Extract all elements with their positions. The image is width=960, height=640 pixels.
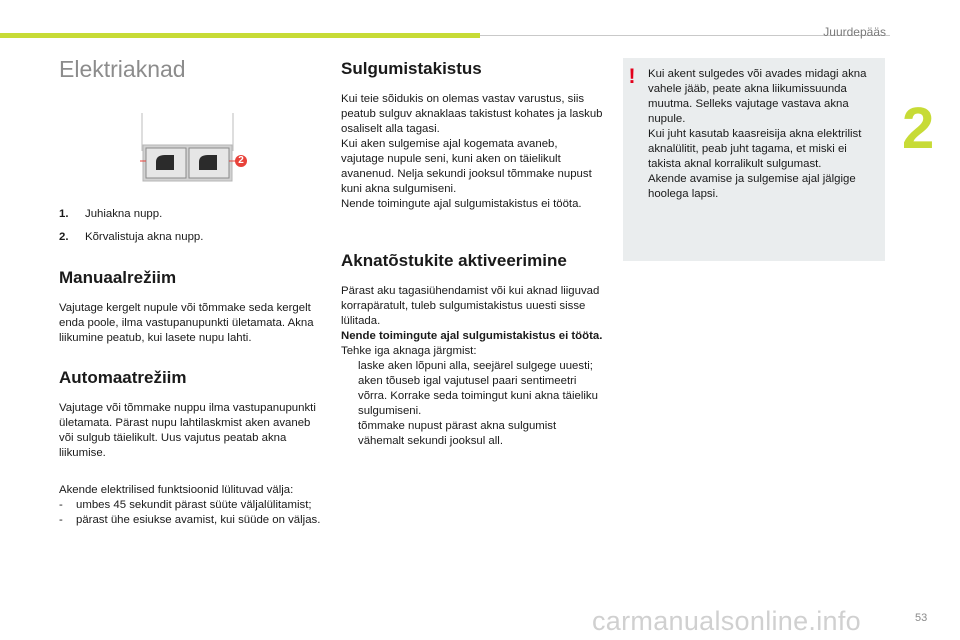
callout-1-label: 1 <box>131 155 137 166</box>
anti-pinch-heading: Sulgumistakistus <box>341 59 482 78</box>
list-item: laske aken lõpuni alla, seejärel sulgege uuesti; aken tõuseb igal vajutusel paari sentimeetri võrra. Korrake seda toimingut kuni akna täieliku sulgumiseni. <box>341 359 603 419</box>
deactivation-intro: Akende elektrilised funktsioonid lülituvad välja: <box>59 484 294 496</box>
anti-pinch-text-2: Kui aken sulgemise ajal kogemata avaneb, vajutage nupule seni, kuni aken on täielikult avanenud. Nelja sekundi jooksul tõmmake nupust kuni akna sulgumiseni. <box>341 138 592 195</box>
reactivation-heading: Aknatõstukite aktiveerimine <box>341 251 567 270</box>
chapter-number: 2 <box>902 96 935 161</box>
window-switch-icon <box>140 113 250 185</box>
bullet-icon <box>341 419 358 449</box>
automatic-mode-text: Vajutage või tõmmake nuppu ilma vastupanupunkti ületamata. Pärast nupu lahtilaskmist aken avaneb või sulgub täielikult. Uus vajutus peatab akna liikumise. <box>59 402 316 459</box>
anti-pinch-text-3: Nende toimingute ajal sulgumistakistus ei tööta. <box>341 198 582 210</box>
warning-icon: ! <box>628 65 636 88</box>
warning-text: Kui akent sulgedes või avades midagi akna vahele jääb, peate akna liikumissuunda muutma. Selleks vajutage vastava akna nupule. Kui juht kasutab kaasreisija akna elektrilist aknalülitit, peab juht tagama, et miski ei takista aknal korralikult sulgumast. Akende avamise ja sulgemise ajal jälgige hoolega lapsi. <box>648 68 867 200</box>
left-column <box>59 52 321 528</box>
window-switch-illustration <box>131 113 250 185</box>
bullet-icon <box>341 359 358 419</box>
reactivation-text-2: Tehke iga aknaga järgmist: <box>341 345 477 357</box>
anti-pinch-text-1: Kui teie sõidukis on olemas vastav varustus, siis peatub sulguv aknaklaas takistust kohates ja laskub osaliselt alla tagasi. <box>341 93 603 135</box>
section-label: Juurdepääs <box>823 25 886 39</box>
list-item: tõmmake nupust pärast akna sulgumist vähemalt sekundi jooksul all. <box>341 419 603 449</box>
manual-mode-heading: Manuaalrežiim <box>59 268 177 287</box>
list-item: - pärast ühe esiukse avamist, kui süüde on väljas. <box>59 514 321 526</box>
reactivation-text-1: Pärast aku tagasiühendamist või kui aknad liiguvad korrapäratult, tuleb sulgumistakistus uuesti sisse lülitada. <box>341 285 600 327</box>
list-item: - umbes 45 sekundit pärast süüte väljalülitamist; <box>59 499 312 511</box>
middle-column <box>341 52 603 449</box>
page-title: Elektriaknad <box>59 56 186 82</box>
page-number: 53 <box>915 612 928 624</box>
manual-mode-text: Vajutage kergelt nupule või tõmmake seda kergelt enda poole, ilma vastupanupunkti ületamata. Akna liikumine peatub, kui lasete nupu lahti. <box>59 302 314 344</box>
reactivation-bold-text: Nende toimingute ajal sulgumistakistus ei tööta. <box>341 330 603 342</box>
numbered-list <box>59 207 321 245</box>
automatic-mode-heading: Automaatrežiim <box>59 368 187 387</box>
list-item: 2. Kõrvalistuja akna nupp. <box>59 231 204 243</box>
watermark: carmanualsonline.info <box>592 606 861 636</box>
callout-2-label: 2 <box>238 155 244 166</box>
list-item: 1. Juhiakna nupp. <box>59 208 163 220</box>
header-accent-bar <box>0 33 480 38</box>
